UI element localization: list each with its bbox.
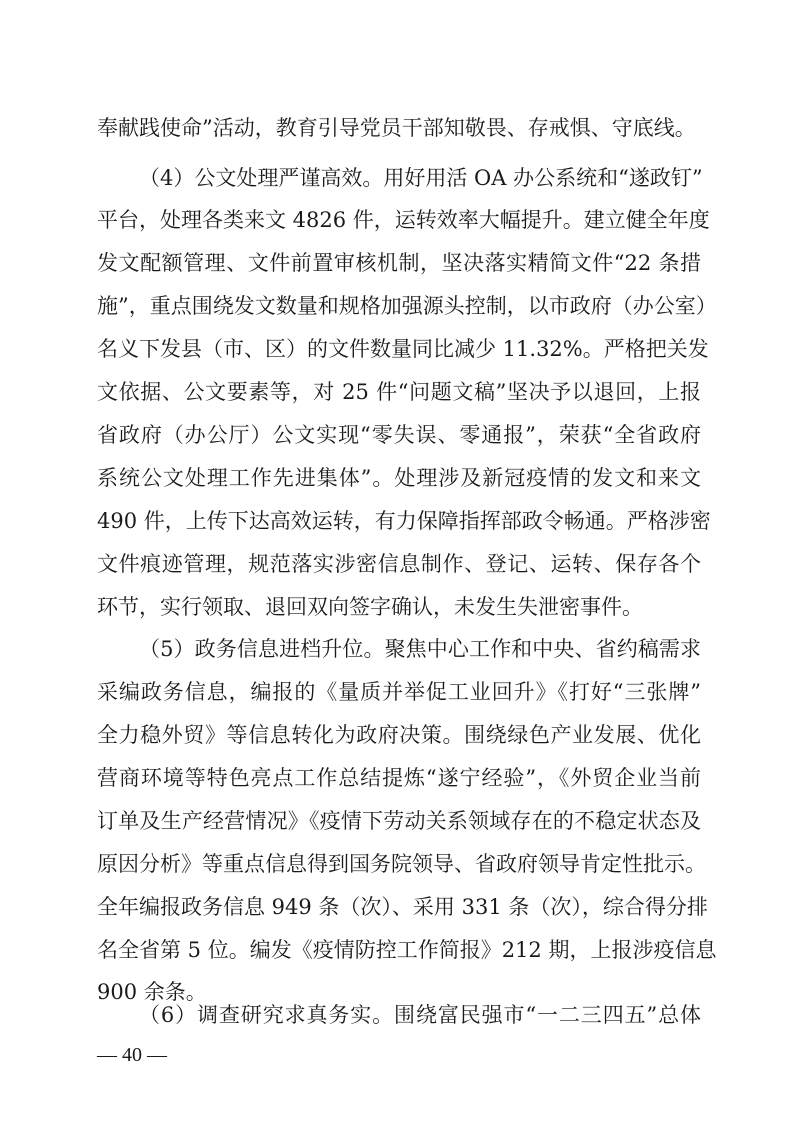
- text-line-18: 原因分析》等重点信息得到国务院领导、省政府领导肯定性批示。: [97, 852, 706, 876]
- text-line-21: 900 余条。: [97, 980, 207, 1004]
- text-line-22: （6）调查研究求真务实。围绕富民强市“一二三四五”总体: [139, 1003, 701, 1027]
- text-line-20: 名全省第 5 位。编发《疫情防控工作简报》212 期，上报涉疫信息: [97, 938, 717, 962]
- text-line-1: 奉献践使命”活动，教育引导党员干部知敬畏、存戒惧、守底线。: [97, 116, 696, 140]
- text-line-19: 全年编报政务信息 949 条（次）、采用 331 条（次），综合得分排: [97, 895, 708, 919]
- text-line-9: 系统公文处理工作先进集体”。处理涉及新冠疫情的发文和来文: [97, 466, 701, 490]
- page-number: — 40 —: [97, 1044, 167, 1066]
- text-line-10: 490 件，上传下达高效运转，有力保障指挥部政令畅通。严格涉密: [97, 509, 711, 533]
- text-line-8: 省政府（办公厅）公文实现“零失误、零通报”，荣获“全省政府: [97, 423, 701, 447]
- text-line-11: 文件痕迹管理，规范落实涉密信息制作、登记、运转、保存各个: [97, 552, 701, 576]
- text-line-3: 平台，处理各类来文 4826 件，运转效率大幅提升。建立健全年度: [97, 208, 710, 232]
- text-line-17: 订单及生产经营情况》《疫情下劳动关系领域存在的不稳定状态及: [97, 809, 701, 833]
- text-line-7: 文依据、公文要素等，对 25 件“问题文稿”坚决予以退回，上报: [97, 380, 701, 404]
- text-line-2: （4）公文处理严谨高效。用好用活 OA 办公系统和“遂政钉”: [139, 166, 703, 190]
- text-line-15: 全力稳外贸》等信息转化为政府决策。围绕绿色产业发展、优化: [97, 723, 701, 747]
- text-line-13: （5）政务信息进档升位。聚焦中心工作和中央、省约稿需求: [139, 637, 701, 661]
- text-line-6: 名义下发县（市、区）的文件数量同比减少 11.32%。严格把关发: [97, 337, 709, 361]
- text-line-16: 营商环境等特色亮点工作总结提炼“遂宁经验”，《外贸企业当前: [97, 766, 701, 790]
- text-line-4: 发文配额管理、文件前置审核机制，坚决落实精简文件“22 条措: [97, 251, 701, 275]
- text-line-12: 环节，实行领取、退回双向签字确认，未发生失泄密事件。: [97, 595, 643, 619]
- text-line-5: 施”，重点围绕发文数量和规格加强源头控制，以市政府（办公室）: [97, 294, 717, 318]
- text-line-14: 采编政务信息，编报的《量质并举促工业回升》《打好“三张牌”: [97, 680, 701, 704]
